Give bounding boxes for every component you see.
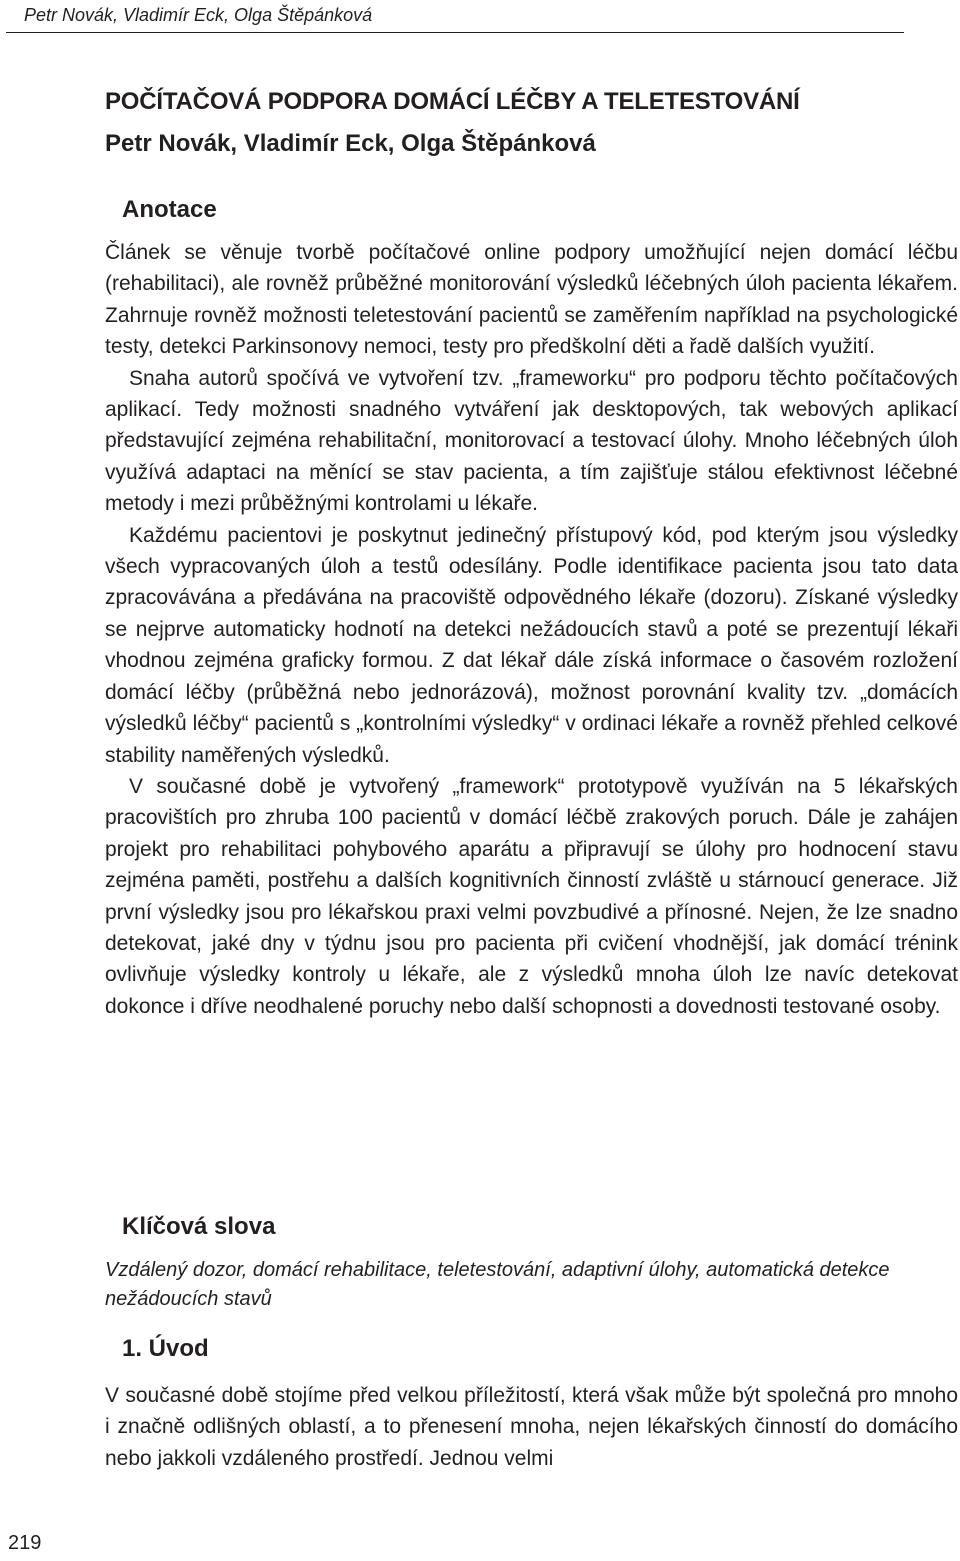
abstract-heading: Anotace [122, 196, 217, 223]
intro-heading: 1. Úvod [122, 1335, 209, 1362]
keywords-text: Vzdálený dozor, domácí rehabilitace, teletestování, adaptivní úlohy, automatická detekce nežádoucích stavů [105, 1259, 890, 1310]
title-block [105, 83, 800, 163]
page-number: 219 [8, 1532, 42, 1554]
abstract-paragraph: Každému pacientovi je poskytnut jedinečný přístupový kód, pod kterým jsou výsledky všech vypracovaných úloh a testů odesílány. Podle identifikace pacienta jsou tato data zpracovávána a předávána na pracoviště odpovědného lékaře (dozoru). Získané výsledky se nejprve automaticky hodnotí na detekci nežádoucích stavů a poté se prezentují lékaři vhodnou zejména graficky formou. Z dat lékař dále získá informace o časovém rozložení domácí léčby (průběžná nebo jednorázová), možnost porovnání kvality tzv. „domácích výsledků léčby“ pacientů s „kontrolními výsledky“ v ordinaci lékaře a rovněž přehled celkové stability naměřených výsledků. [105, 523, 958, 767]
intro-paragraph: V současné době stojíme před velkou příležitostí, která však může být společná pro mnoho i značně odlišných oblastí, a to přenesení mnoha, nejen lékařských činností do domácího nebo jakkoli vzdáleného prostředí. Jednou velmi [105, 1384, 958, 1470]
paper-title: POČÍTAČOVÁ PODPORA DOMÁCÍ LÉČBY A TELETESTOVÁNÍ [105, 88, 800, 115]
abstract-body [105, 237, 958, 1022]
abstract-paragraph: V současné době je vytvořený „framework“ prototypově využíván na 5 lékařských pracovištích pro zhruba 100 pacientů v domácí léčbě zrakových poruch. Dále je zahájen projekt pro rehabilitaci pohybového aparátu a připravují se úlohy pro hodnocení stavu zejména paměti, postřehu a dalších kognitivních činností zvláště u stárnoucí generace. Již první výsledky jsou pro lékařskou praxi velmi povzbudivé a přínosné. Nejen, že lze snadno detekovat, jaké dny v týdnu jsou pro pacienta při cvičení vhodnější, jak domácí trénink ovlivňuje výsledky kontroly u lékaře, ale z výsledků mnoha úloh lze navíc detekovat dokonce i dříve neodhalené poruchy nebo další schopnosti a dovednosti testované osoby. [105, 774, 958, 1018]
intro-body [105, 1380, 958, 1474]
header-rule [6, 32, 904, 33]
running-head: Petr Novák, Vladimír Eck, Olga Štěpánková [24, 5, 373, 25]
keywords-heading: Klíčová slova [122, 1213, 276, 1240]
abstract-paragraph: Článek se věnuje tvorbě počítačové online podpory umožňující nejen domácí léčbu (rehabilitaci), ale rovněž průběžné monitorování výsledků léčebných úloh pacienta lékařem. Zahrnuje rovněž možnosti teletestování pacientů se zaměřením například na psychologické testy, detekci Parkinsonovy nemoci, testy pro předškolní děti a řadě dalších využití. [105, 241, 958, 359]
paper-authors: Petr Novák, Vladimír Eck, Olga Štěpánková [105, 130, 596, 157]
abstract-paragraph: Snaha autorů spočívá ve vytvoření tzv. „frameworku“ pro podporu těchto počítačových aplikací. Tedy možnosti snadného vytváření jak desktopových, tak webových aplikací představující zejména rehabilitační, monitorovací a testovací úlohy. Mnoho léčebných úloh využívá adaptaci na měnící se stav pacienta, a tím zajišťuje stálou efektivnost léčebné metody i mezi průběžnými kontrolami u lékaře. [105, 366, 958, 516]
